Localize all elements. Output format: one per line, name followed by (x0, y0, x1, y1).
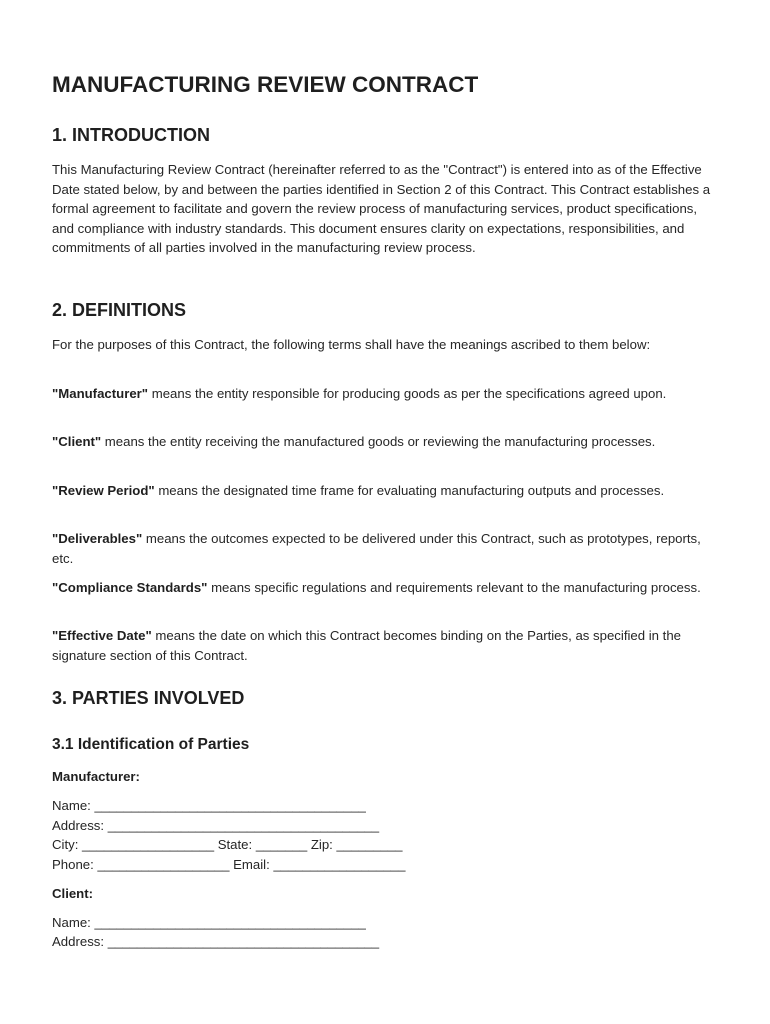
definition-text: means the entity receiving the manufactured goods or reviewing the manufacturing processes. (101, 434, 656, 449)
definition-term: "Review Period" (52, 483, 155, 498)
definition-term: "Deliverables" (52, 531, 143, 546)
definition-text: means the entity responsible for producing goods as per the specifications agreed upon. (148, 386, 667, 401)
client-label: Client: (52, 886, 94, 901)
definition-text: means specific regulations and requirements relevant to the manufacturing process. (207, 580, 701, 595)
definition-item (52, 432, 720, 452)
manufacturer-label: Manufacturer: (52, 769, 140, 784)
definition-item (52, 578, 720, 598)
subsection-heading-identification: 3.1 Identification of Parties (52, 736, 250, 753)
definition-item (52, 626, 720, 665)
manufacturer-name-line: Name: _____________________________________ (52, 798, 366, 813)
section-heading-parties: 3. PARTIES INVOLVED (52, 688, 245, 708)
manufacturer-address-line: Address: _____________________________________ (52, 818, 380, 833)
definition-term: "Effective Date" (52, 628, 152, 643)
definition-item (52, 384, 720, 404)
section-heading-introduction: 1. INTRODUCTION (52, 125, 211, 145)
definition-term: "Manufacturer" (52, 386, 149, 401)
definition-text: means the designated time frame for evaluating manufacturing outputs and processes. (154, 483, 665, 498)
document-title: MANUFACTURING REVIEW CONTRACT (52, 72, 479, 97)
manufacturer-phone-email-line: Phone: __________________ Email: __________________ (52, 857, 406, 872)
section-heading-definitions: 2. DEFINITIONS (52, 300, 187, 320)
definition-item (52, 529, 720, 568)
client-address-line: Address: _____________________________________ (52, 934, 380, 949)
definition-term: "Compliance Standards" (52, 580, 208, 595)
client-name-line: Name: _____________________________________ (52, 915, 366, 930)
definition-text: means the date on which this Contract becomes binding on the Parties, as specified in the signature section of this Contract. (52, 628, 682, 663)
definition-text: means the outcomes expected to be delivered under this Contract, such as prototypes, reports, etc. (52, 531, 701, 566)
definition-term: "Client" (52, 434, 102, 449)
definition-item (52, 481, 720, 501)
definitions-intro: For the purposes of this Contract, the following terms shall have the meanings ascribed to them below: (52, 337, 651, 352)
manufacturer-city-state-zip-line: City: __________________ State: _______ Zip: _________ (52, 837, 403, 852)
introduction-paragraph: This Manufacturing Review Contract (hereinafter referred to as the "Contract") is entered into as of the Effective Date stated below, by and between the parties identified in Section 2 of this Contract. This Contract establishes a formal agreement to facilitate and govern the review process of manufacturing services, product specifications, and compliance with industry standards. This document ensures clarity on expectations, responsibilities, and commitments of all parties involved in the manufacturing review process. (52, 162, 711, 256)
